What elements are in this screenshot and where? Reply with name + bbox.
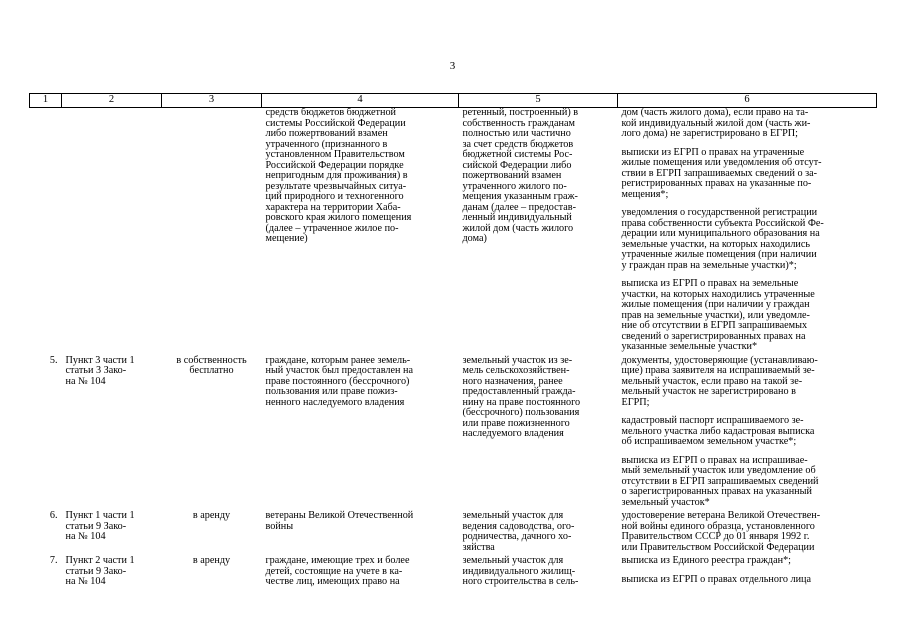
document-item: дом (часть жилого дома), если право на та- кой индивидуальный жилой дом (часть жи- лого дома) не зарегистрировано в ЕГРП; <box>621 107 811 139</box>
column-header: 4 <box>262 94 459 108</box>
legal-basis: Пункт 3 части 1 статьи 3 Зако- на № 104 <box>65 354 135 387</box>
provision-form: в аренду <box>192 510 231 521</box>
document-item: уведомления о государственной регистрации права собственности субъекта Российской Фе- дерации или муниципального образования на земельные участки, на которых находились утраченные жилые помещения (при наличии у граждан прав на земельные участки)*; <box>621 207 824 271</box>
land-object: земельный участок из зе- мель сельскохозяйствен- ного назначения, ранее предоставленный гражда- нину на праве постоянного (бессрочного) пользования или праве пожизненного наследуемого владения <box>462 354 581 439</box>
required-documents <box>618 556 877 588</box>
document-item: выписка из ЕГРП о правах отдельного лица <box>621 573 812 585</box>
table-row <box>30 511 877 556</box>
table-row <box>30 108 877 356</box>
document-item: документы, удостоверяющие (устанавливаю- щие) права заявителя на испрашиваемый зе- мельный участок, если право на такой зе- мельный участок не зарегистрировано в ЕГРП; <box>621 354 818 408</box>
legal-basis <box>62 108 162 356</box>
table-row <box>30 556 877 588</box>
page-number: 3 <box>449 60 456 72</box>
document-item: выписка из ЕГРП о правах на испрашивае- мый земельный участок или уведомление об отсутствии в ЕГРП запрашиваемых сведений о зарегистрированных правах на указанный земельный участок* <box>621 454 819 508</box>
required-documents <box>618 356 877 512</box>
land-object: земельный участок для индивидуального жилищ- ного строительства в сель- <box>462 555 579 587</box>
document-item: выписки из ЕГРП о правах на утраченные жилые помещения или уведомления об отсут- ствии в ЕГРП запрашиваемых сведений о за- регистрированных правах на указанные по- мещения*; <box>621 146 822 200</box>
document-item: удостоверение ветерана Великой Отечествен- ной войны единого образца, установленного Правительством СССР до 01 января 1992 г. или Правительством Российской Федерации <box>621 510 821 553</box>
legal-basis: Пункт 2 части 1 статьи 9 Зако- на № 104 <box>65 555 135 587</box>
row-number: 5. <box>49 354 58 366</box>
provision-form <box>162 108 262 356</box>
row-number <box>30 108 62 356</box>
row-number: 6. <box>49 510 58 521</box>
header-row <box>30 94 877 108</box>
column-header: 1 <box>30 94 62 108</box>
column-header: 3 <box>162 94 262 108</box>
applicant-category: средств бюджетов бюджетной системы Российской Федерации либо пожертвований взамен утраченного (признанного в установленном Правительством Российской Федерации порядке непригодным для проживания) в результате чрезвычайных ситуа- ций природного и техногенного характера на территории Хаба- ровского края жилого помещения (далее – утраченное жилое по- мещение) <box>265 107 412 244</box>
row-number: 7. <box>49 555 58 566</box>
land-object: ретенный, построенный) в собственность гражданам полностью или частично за счет средств бюджетов бюджетной системы Рос- сийской Федерации либо пожертвований взамен утраченного жилого по- мещения указанным граж- данам (далее – предостав- ленный индивидуальный жилой дом (часть жилого дома) <box>462 107 579 244</box>
legal-basis: Пункт 1 части 1 статьи 9 Зако- на № 104 <box>65 510 135 542</box>
column-header: 5 <box>459 94 618 108</box>
provision-form: в аренду <box>192 555 231 566</box>
required-documents <box>618 108 877 356</box>
column-header: 6 <box>618 94 877 108</box>
column-header: 2 <box>62 94 162 108</box>
applicant-category: граждане, которым ранее земель- ный участок был предоставлен на праве постоянного (бессрочного) пользования или праве пожиз- ненного наследуемого владения <box>265 354 413 408</box>
document-item: выписка из ЕГРП о правах на земельные участки, на которых находились утраченные жилые помещения (при наличии у граждан прав на земельные участки), или уведомле- ние об отсутствии в ЕГРП запрашиваемых сведений о зарегистрированных правах на указанные земельные участки* <box>621 278 815 352</box>
applicant-category: ветераны Великой Отечественной войны <box>265 510 414 532</box>
applicant-category: граждане, имеющие трех и более детей, состоящие на учете в ка- честве лиц, имеющих право на <box>265 555 410 587</box>
land-object: земельный участок для ведения садоводства, ого- родничества, дачного хо- зяйства <box>462 510 575 553</box>
document-table <box>29 93 877 588</box>
provision-form: в собственность бесплатно <box>176 354 247 376</box>
required-documents <box>618 511 877 556</box>
document-item: кадастровый паспорт испрашиваемого зе- мельного участка либо кадастровая выписка об испрашиваемом земельном участке*; <box>621 415 815 447</box>
table-row <box>30 356 877 512</box>
document-item: выписка из Единого реестра граждан*; <box>621 555 792 566</box>
